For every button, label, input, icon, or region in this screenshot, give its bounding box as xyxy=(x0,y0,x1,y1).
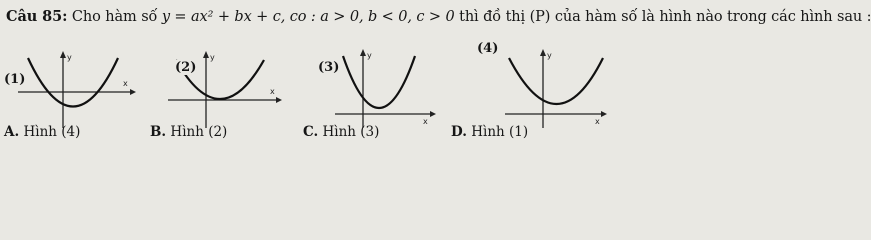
figure-1-y-label: y xyxy=(67,53,72,62)
option-a[interactable] xyxy=(4,124,80,140)
figure-1 xyxy=(18,50,133,125)
figure-4-x-arrow xyxy=(601,111,607,117)
question-number: Câu 85: xyxy=(6,8,68,25)
question-tail: thì đồ thị (P) của hàm số là hình nào trong các hình sau : xyxy=(459,9,871,25)
option-b-text: Hình (2) xyxy=(170,124,228,140)
figure-4-graph xyxy=(505,50,610,125)
figure-4-y-arrow xyxy=(540,49,546,56)
function-formula: y = ax² + bx + c, co : a > 0, b < 0, c > 0 xyxy=(161,9,455,25)
figure-4-parabola xyxy=(509,58,603,104)
figure-1-tag: (1) xyxy=(4,72,26,87)
figure-1-parabola xyxy=(28,58,118,107)
option-d[interactable] xyxy=(451,124,528,140)
option-a-text: Hình (4) xyxy=(23,124,81,140)
figure-3-x-arrow xyxy=(430,111,436,117)
figure-2-x-arrow xyxy=(276,97,282,103)
question-intro: Cho hàm số xyxy=(71,9,158,25)
figure-1-x-arrow xyxy=(130,89,136,95)
figure-2-tag: (2) xyxy=(175,60,197,75)
figure-2-x-label: x xyxy=(270,87,275,96)
figure-4-x-label: x xyxy=(595,117,600,126)
figure-3-parabola xyxy=(343,56,415,108)
figure-3-y-label: y xyxy=(367,51,372,60)
option-c[interactable] xyxy=(303,124,379,140)
option-c-letter: C. xyxy=(303,124,319,140)
figure-1-y-arrow xyxy=(60,51,66,58)
figure-4-tag: (4) xyxy=(477,41,499,56)
figure-3-y-arrow xyxy=(360,49,366,56)
option-a-letter: A. xyxy=(4,124,20,140)
question-text xyxy=(6,8,871,25)
figure-4 xyxy=(505,50,610,125)
option-b[interactable] xyxy=(150,124,227,140)
option-d-text: Hình (1) xyxy=(471,124,529,140)
figure-3-tag: (3) xyxy=(318,60,340,75)
figure-2-y-label: y xyxy=(210,53,215,62)
option-c-text: Hình (3) xyxy=(322,124,380,140)
figure-4-y-label: y xyxy=(547,51,552,60)
figure-3 xyxy=(335,50,440,125)
option-b-letter: B. xyxy=(150,124,167,140)
figure-1-x-label: x xyxy=(123,79,128,88)
figure-2-y-arrow xyxy=(203,51,209,58)
option-d-letter: D. xyxy=(451,124,467,140)
figure-3-x-label: x xyxy=(423,117,428,126)
figure-1-graph xyxy=(18,50,133,125)
figure-3-graph xyxy=(335,50,440,125)
